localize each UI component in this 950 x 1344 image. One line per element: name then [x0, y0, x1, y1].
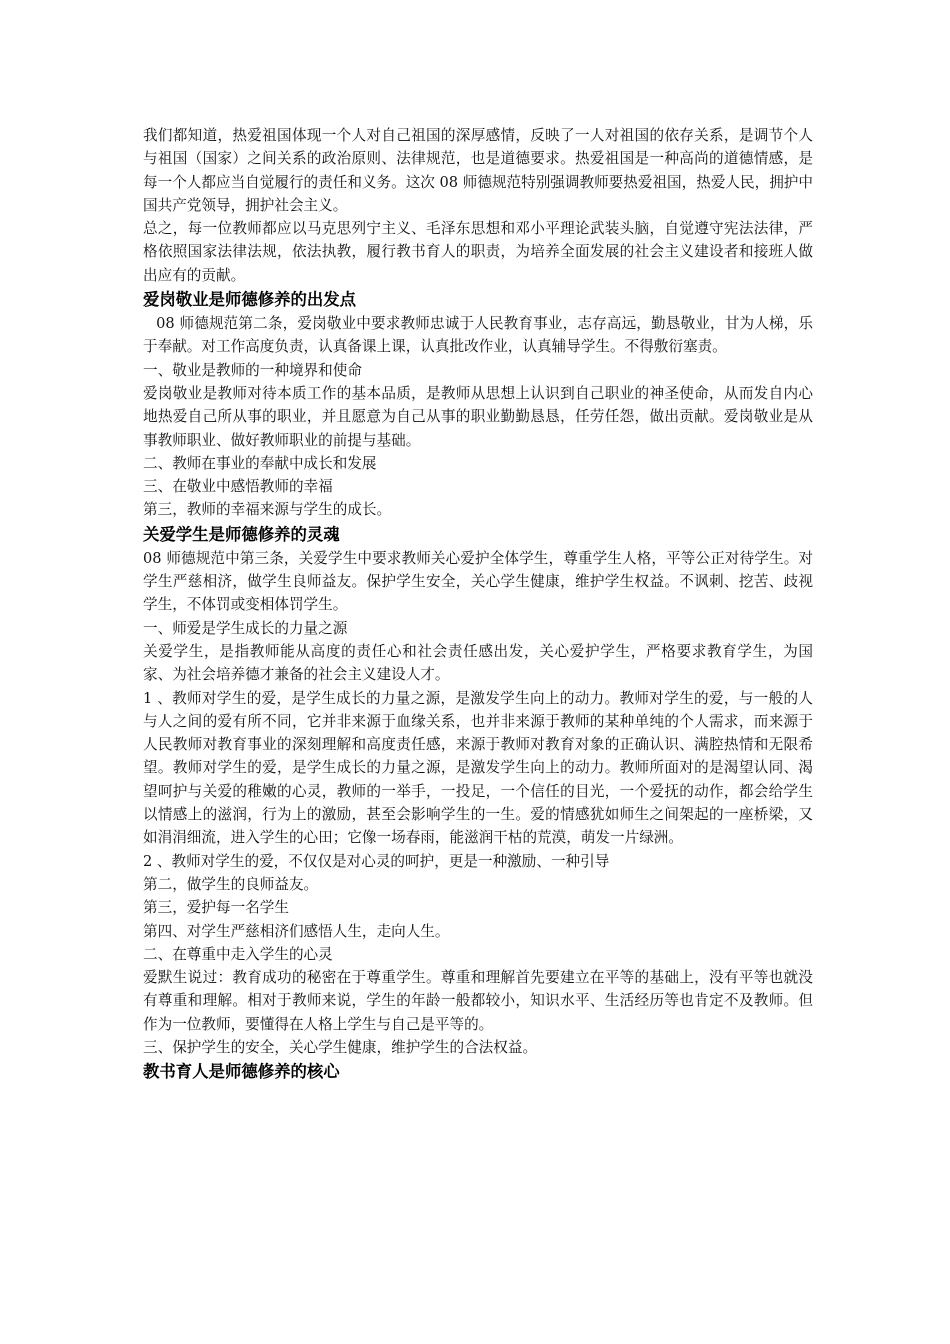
- paragraph-summary: 总之，每一位教师都应以马克思列宁主义、毛泽东思想和邓小平理论武装头脑，自觉遵守宪法法律，严格依照国家法律法规，依法执教，履行教书育人的职责，为培养全面发展的社会主义建设者和接班人做出应有的贡献。: [143, 220, 813, 284]
- subheading-respect: 二、在尊重中走入学生的心灵: [143, 945, 333, 963]
- heading-teaching-core: 教书育人是师德修养的核心: [143, 1062, 340, 1082]
- subheading-happiness: 三、在敬业中感悟教师的幸福: [143, 478, 333, 496]
- paragraph-point-two: 2 、教师对学生的爱，不仅仅是对心灵的呵护，更是一种激励、一种引导: [143, 852, 610, 870]
- paragraph-article-three: 08 师德规范中第三条，关爱学生中要求教师关心爱护全体学生，尊重学生人格，平等公正对待学生。对学生严慈相济，做学生良师益友。保护学生安全，关心学生健康，维护学生权益。不讽刺、挖苦、歧视学生，不体罚或变相体罚学生。: [143, 549, 813, 614]
- document-page: [143, 124, 813, 1084]
- paragraph-love-country: 我们都知道，热爱祖国体现一个人对自己祖国的深厚感情，反映了一人对祖国的依存关系，是调节个人与祖国（国家）之间关系的政治原则、法律规范，也是道德要求。热爱祖国是一种高尚的道德情感，是每一个人都应当自觉履行的责任和义务。这次 08 师德规范特别强调教师要热爱祖国，热爱人民，拥护中国共产党领导，拥护社会主义。: [143, 127, 813, 214]
- paragraph-dedication-quality: 爱岗敬业是教师对待本质工作的基本品质，是教师从思想上认识到自己职业的神圣使命，从而发自内心地热爱自己所从事的职业，并且愿意为自己从事的职业勤勤恳恳，任劳任怨，做出贡献。爱岗敬业是从事教师职业、做好教师职业的前提与基础。: [143, 384, 813, 449]
- subheading-safety: 三、保护学生的安全，关心学生健康，维护学生的合法权益。: [143, 1038, 538, 1056]
- paragraph-emerson: 爱默生说过：教育成功的秘密在于尊重学生。尊重和理解首先要建立在平等的基础上，没有平等也就没有尊重和理解。相对于教师来说，学生的年龄一般都较小，知识水平、生活经历等也肯定不及教师。但作为一位教师，要懂得在人格上学生与自己是平等的。: [143, 969, 813, 1033]
- paragraph-point-one: 1 、教师对学生的爱，是学生成长的力量之源，是激发学生向上的动力。教师对学生的爱，与一般的人与人之间的爱有所不同，它并非来源于血缘关系，也并非来源于教师的某种单纯的个人需求，而来源于人民教师对教育事业的深刻理解和高度责任感，来源于教师对教育对象的正确认识、满腔热情和无限希望。教师对学生的爱，是学生成长的力量之源，是激发学生向上的动力。教师所面对的是渴望认同、渴望呵护与关爱的稚嫩的心灵，教师的一举手，一投足，一个信任的目光，一个爱抚的动作，都会给学生以情感上的滋润，行为上的激励，甚至会影响学生的一生。爱的情感犹如师生之间架起的一座桥梁，又如涓涓细流，进入学生的心田；它像一场春雨，能滋润干枯的荒漠，萌发一片绿洲。: [143, 689, 813, 847]
- subheading-dedication-mission: 一、敬业是教师的一种境界和使命: [143, 361, 362, 379]
- paragraph-care-definition: 关爱学生，是指教师能从高度的责任心和社会责任感出发，关心爱护学生，严格要求教育学生，为国家、为社会培养德才兼备的社会主义建设人才。: [143, 642, 813, 684]
- subheading-growth: 二、教师在事业的奉献中成长和发展: [143, 454, 377, 472]
- paragraph-strict-kind: 第四、对学生严慈相济们感悟人生，走向人生。: [143, 922, 450, 940]
- subheading-teacher-love-source: 一、师爱是学生成长的力量之源: [143, 619, 348, 637]
- heading-dedication: 爱岗敬业是师德修养的出发点: [143, 290, 357, 310]
- paragraph-protect-each: 第三，爱护每一名学生: [143, 899, 289, 917]
- paragraph-article-two: 08 师德规范第二条，爱岗敬业中要求教师忠诚于人民教育事业，志存高远，勤恳敬业，甘为人梯，乐于奉献。对工作高度负责，认真备课上课，认真批改作业，认真辅导学生。不得敷衍塞责。: [143, 315, 813, 356]
- heading-care-students: 关爱学生是师德修养的灵魂: [143, 524, 340, 544]
- paragraph-mentor: 第二，做学生的良师益友。: [143, 875, 319, 893]
- paragraph-happiness-source: 第三，教师的幸福来源与学生的成长。: [143, 501, 392, 519]
